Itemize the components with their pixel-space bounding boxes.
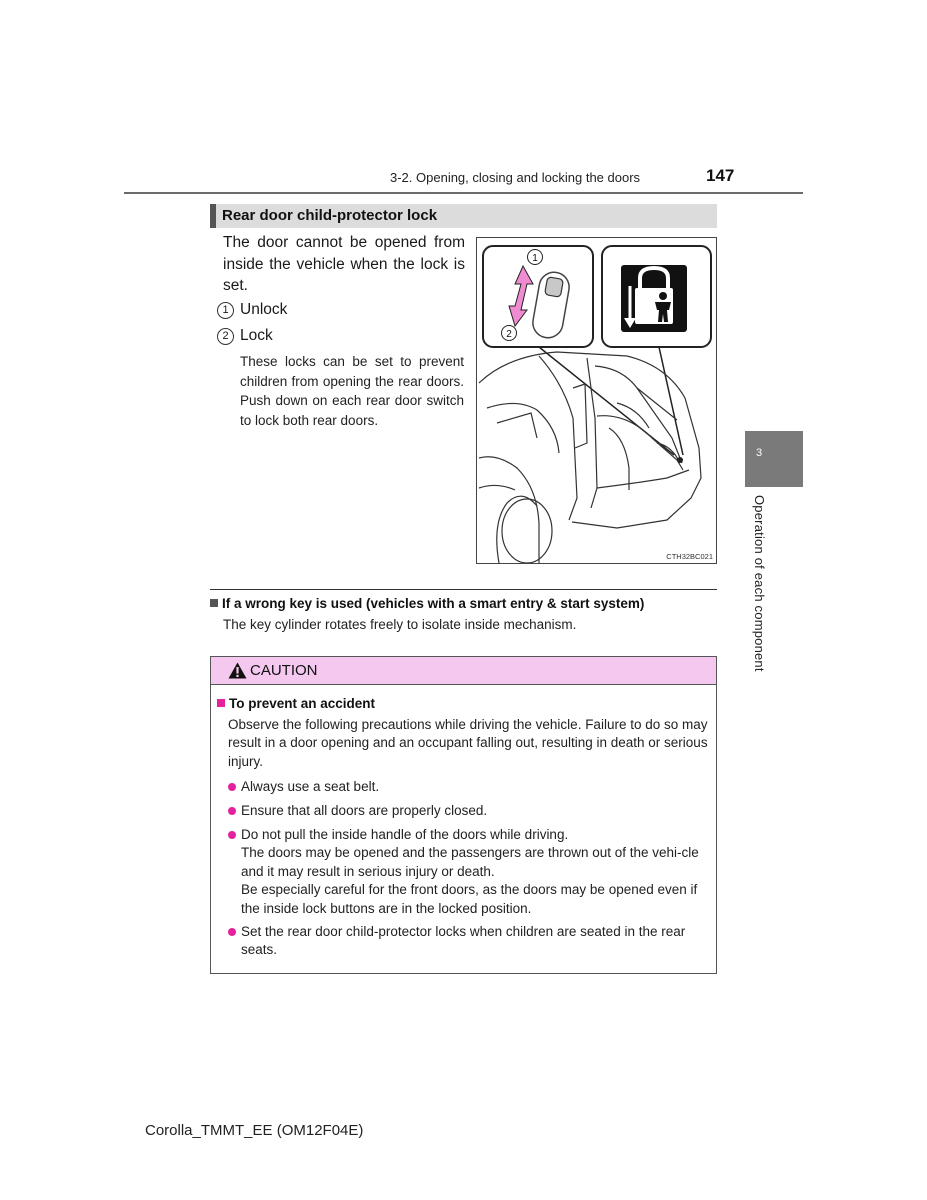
square-bullet-icon — [210, 599, 218, 607]
caution-title: CAUTION — [250, 662, 318, 679]
chapter-label: Operation of each component — [752, 495, 767, 672]
child-lock-illustration — [476, 237, 717, 564]
bullet-dot-icon — [228, 831, 236, 839]
step-number: 1 — [217, 302, 234, 319]
caution-bullet — [228, 826, 714, 918]
caution-heading-row — [217, 696, 375, 711]
caution-heading: To prevent an accident — [229, 696, 376, 711]
header-section-title: 3-2. Opening, closing and locking the doors — [390, 170, 641, 185]
bullet-extra-text: The doors may be opened and the passengers are thrown out of the vehi-cle and it may result in serious injury or death. — [241, 845, 699, 879]
step-number: 2 — [217, 328, 234, 345]
caution-bullet — [228, 778, 714, 796]
section-intro: The door cannot be opened from inside the vehicle when the lock is set. — [223, 234, 465, 294]
step-note: These locks can be set to prevent children from opening the rear doors. Push down on each rear door switch to lock both rear doors. — [240, 354, 464, 428]
bullet-dot-icon — [228, 807, 236, 815]
info-body: The key cylinder rotates freely to isolate inside mechanism. — [223, 617, 577, 632]
step-label: Lock — [240, 327, 273, 344]
callout-1: 1 — [532, 253, 538, 264]
info-rule — [210, 589, 717, 590]
bullet-text: Always use a seat belt. — [241, 779, 380, 794]
illustration-code: CTH32BC021 — [666, 552, 713, 561]
bullet-text: Ensure that all doors are properly closed. — [241, 803, 488, 818]
caution-bullet — [228, 923, 714, 960]
caution-header-bar — [211, 657, 716, 685]
warning-triangle-icon — [228, 662, 247, 679]
bullet-dot-icon — [228, 783, 236, 791]
bullet-text: Set the rear door child-protector locks when children are seated in the rear seats. — [241, 924, 686, 958]
caution-intro: Observe the following precautions while driving the vehicle. Failure to do so may result in a door opening and an occupant falling out, resulting in death or serious injury. — [228, 717, 708, 769]
callout-2: 2 — [506, 329, 512, 340]
caution-bullet — [228, 802, 714, 820]
step-unlock — [217, 301, 287, 319]
bullet-extra-text: Be especially careful for the front doors, as the doors may be opened even if the inside lock buttons are in the locked position. — [241, 882, 698, 916]
step-lock — [217, 327, 273, 345]
chapter-number: 3 — [756, 447, 763, 459]
page-number: 147 — [706, 166, 735, 185]
footer-doc-id: Corolla_TMMT_EE (OM12F04E) — [145, 1122, 364, 1139]
step-label: Unlock — [240, 301, 288, 318]
header-rule — [124, 192, 803, 194]
bullet-dot-icon — [228, 928, 236, 936]
chapter-tab[interactable] — [745, 431, 803, 487]
caution-box — [210, 656, 717, 974]
info-heading-row — [210, 596, 644, 611]
section-title: Rear door child-protector lock — [222, 207, 438, 224]
section-heading — [210, 204, 717, 228]
pink-square-bullet-icon — [217, 699, 225, 707]
info-heading: If a wrong key is used (vehicles with a smart entry & start system) — [222, 596, 645, 611]
illustration-drawing — [477, 238, 716, 563]
bullet-text: Do not pull the inside handle of the doors while driving. — [241, 827, 569, 842]
